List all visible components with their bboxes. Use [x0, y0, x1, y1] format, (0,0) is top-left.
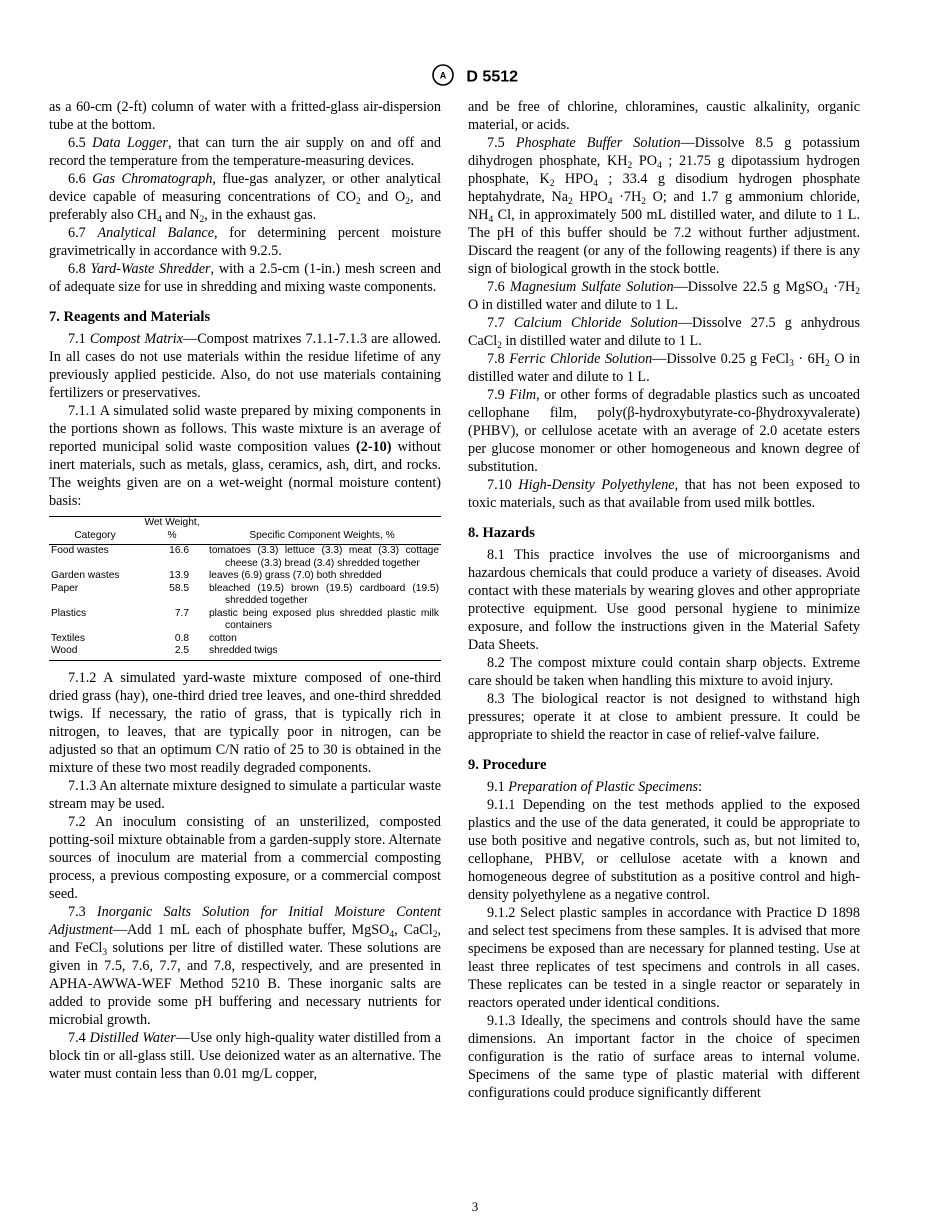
section-7-2: 7.2 An inoculum consisting of an unsterilized, composted potting-soil mixture obtainable from a garden-supply store. Alternate sources of inoculum are material from a commercial composting process, a previous composting exposure, or a commercial compost seed. — [49, 813, 441, 902]
table-cell: 58.5 — [169, 582, 189, 594]
section-9-1: 9.1 Preparation of Plastic Specimens: — [487, 779, 703, 795]
section-9-1-2: 9.1.2 Select plastic samples in accordance with Practice D 1898 and select test specimens from these samples. It is advised that more specimens be exposed than are necessary for planned testing. Use at least three replicates of test specimens and controls in all cases. These replicates can be tested in a single reactor or separately in reactors operated under identical conditions. — [468, 905, 860, 1011]
table-cell: Paper — [51, 582, 79, 594]
column-header: Specific Component Weights, % — [203, 517, 441, 545]
table-cell: leaves (6.9) grass (7.0) both shredded — [209, 570, 382, 581]
section-8-1: 8.1 This practice involves the use of microorganisms and hazardous chemicals that could produce a variety of diseases. Avoid contact with these materials by wearing gloves and other appropriate protective equipment. Use good personal hygiene to minimize exposure, and follow the instructions given in the Material Safety Data Sheets. — [468, 547, 860, 653]
section-6-7: 6.7 Analytical Balance, for determining percent moisture gravimetrically in accordance with 9.2.5. — [49, 225, 442, 259]
section-heading-7: 7. Reagents and Materials — [49, 309, 211, 325]
table-cell: 7.7 — [174, 607, 189, 619]
section-7-6: 7.6 Magnesium Sulfate Solution—Dissolve 22.5 g MgSO$_4$ $\cdot 7H_2$ O in distilled water and dilute to 1 L. — [468, 279, 860, 313]
section-7-5: 7.5 Phosphate Buffer Solution—Dissolve 8.5 g potassium dihydrogen phosphate, $KH_2$ $PO_4$ ; 21.75 g dipotassium hydrogen phosphate, $K_2$ $HPO_4$ ; 33.4 g disodium hydrogen phosphate heptahydrate, $Na_2$ $HPO_4 \cdot 7H_2$ O; and 1.7 g ammonium chloride, $NH_4$ Cl, in approximately 500 mL distilled water, and dilute to 1 L. The pH of this buffer should be 7.2 without further adjustment. Discard the reagent (or any of the following reagents) if there is any sign of biological growth in the stock bottle. — [468, 135, 861, 277]
section-9-1-3: 9.1.3 Ideally, the specimens and controls should have the same dimensions. An important factor in the choice of specimen configuration is the ratio of surface areas to internal volume. Specimens of the same type of plastic material with different configurations could produce significantly different — [468, 1013, 860, 1101]
table-cell: cotton — [209, 632, 237, 644]
table-cell: Plastics — [51, 607, 87, 619]
section-7-1-3: 7.1.3 An alternate mixture designed to simulate a particular waste stream may be used. — [49, 777, 441, 812]
section-7-8: 7.8 Ferric Chloride Solution—Dissolve 0.25 g FeCl$_3$ · $6H_2$ O in distilled water and dilute to 1 L. — [468, 351, 860, 385]
table-row — [49, 608, 441, 633]
section-7-7: 7.7 Calcium Chloride Solution—Dissolve 27.5 g anhydrous CaCl$_2$ in distilled water and dilute to 1 L. — [468, 315, 860, 351]
table-header-row — [49, 517, 441, 545]
paragraph: as a 60-cm (2-ft) column of water with a fritted-glass air-dispersion tube at the bottom. — [49, 99, 441, 133]
table-row — [49, 645, 441, 660]
section-7-1-2: 7.1.2 A simulated yard-waste mixture composed of one-third dried grass (hay), one-third dried tree leaves, and one-third shredded twigs. If necessary, the ratio of grass, that is typically rich in nitrogen, to leaves, that are typically poor in nitrogen, can be adjusted so that an optimum C/N ratio of 25 to 30 is obtained in the mixture of these two most readily degraded components. — [49, 669, 441, 776]
section-7-10: 7.10 High-Density Polyethylene, that has not been exposed to toxic materials, such as that available from used milk bottles. — [468, 477, 861, 511]
section-7-9: 7.9 Film, or other forms of degradable plastics such as uncoated cellophane film, poly(β-hydroxybutyrate-co-βhydroxyvalerate) (PHBV), or cellulose acetate with an average of 2.0 acetate esters per glucose monomer or other homogeneous and known degree of substitution. — [468, 387, 860, 475]
section-7-1: 7.1 Compost Matrix—Compost matrixes 7.1.1-7.1.3 are allowed. In all cases do not use materials within the residue lifetime of any previously applied pesticide. Also, do not use materials containing fertilizers or preservatives. — [49, 331, 441, 401]
table-cell: 0.8 — [174, 632, 189, 644]
table-row — [49, 545, 441, 571]
table-cell: 16.6 — [169, 545, 189, 556]
page-number: 3 — [471, 1199, 479, 1214]
svg-text:A: A — [439, 70, 447, 81]
table-cell: tomatoes (3.3) lettuce (3.3) meat (3.3) cottage cheese (3.3) bread (3.4) shredded together — [209, 545, 439, 569]
section-6-8: 6.8 Yard-Waste Shredder, with a 2.5-cm (1-in.) mesh screen and of adequate size for use in shredding and mixing waste components. — [49, 261, 441, 295]
section-6-5: 6.5 Data Logger, that can turn the air supply on and off and record the temperature from the temperature-measuring devices. — [49, 135, 441, 169]
table-row — [49, 633, 441, 646]
section-7-1-1: 7.1.1 A simulated solid waste prepared by mixing components in the portions shown as follows. This waste mixture is an average of reported municipal solid waste composition values (2-10) without inert materials, such as metals, glass, ceramics, ash, dirt, and rocks. The weights given are on a wet-weight (normal moisture content) basis: — [49, 403, 441, 509]
paragraph: and be free of chlorine, chloramines, caustic alkalinity, organic material, or acids. — [468, 99, 860, 133]
table-cell: shredded twigs — [209, 645, 278, 656]
table-cell: Food wastes — [51, 545, 109, 556]
section-6-6: 6.6 Gas Chromatograph, flue-gas analyzer, or other analytical device capable of measuring concentrations of $CO_2$ and $O_2$, and preferably also $CH_4$ and $N_2$, in the exhaust gas. — [49, 171, 442, 225]
astm-logo-icon — [432, 64, 454, 91]
column-header: Category — [49, 517, 141, 545]
section-7-4: 7.4 Distilled Water—Use only high-quality water distilled from a block tin or all-glass still. Use deionized water as an alternative. The water must contain less than 0.01 mg/L copper, — [49, 1029, 441, 1082]
table-cell: Wood — [49, 645, 141, 660]
table-row — [49, 570, 441, 583]
table-row — [49, 583, 441, 608]
table-cell: bleached (19.5) brown (19.5) cardboard (19.5) shredded together — [209, 582, 439, 606]
column-header: Wet Weight, % — [141, 517, 203, 545]
table-cell: Textiles — [51, 632, 85, 644]
right-column — [468, 98, 860, 1102]
left-column — [49, 98, 441, 1083]
section-7-3: 7.3 Inorganic Salts Solution for Initial Moisture Content Adjustment—Add 1 mL each of phosphate buffer, MgSO$_4$, CaCl$_2$, and FeCl$_3$ solutions per litre of distilled water. These solutions are given in 7.5, 7.6, 7.7, and 7.8, respectively, and are presented in APHA-AWWA-WEF Method 5210 B. These inorganic salts are added to provide some pH buffering and necessary nutrients for microbial growth. — [49, 903, 441, 1028]
table-cell: plastic being exposed plus shredded plastic milk containers — [209, 607, 439, 631]
table-cell: Garden wastes — [51, 570, 120, 581]
table-cell: 13.9 — [169, 570, 189, 581]
section-heading-8: 8. Hazards — [468, 525, 535, 541]
section-8-3: 8.3 The biological reactor is not designed to withstand high pressures; operate it at close to ambient pressure. It could be appropriate to shield the reactor in case of relief-valve failure. — [468, 691, 860, 743]
document-code: D 5512 — [466, 68, 519, 86]
section-heading-9: 9. Procedure — [468, 757, 547, 773]
section-9-1-1: 9.1.1 Depending on the test methods applied to the exposed plastics and the use of the data generated, it could be appropriate to use both positive and negative controls, such as, but not limited to, cellophane, PHBV, or cellulose acetate with a known and homogeneous degree of substitution as a positive control and high-density polyethylene as a negative control. — [468, 797, 860, 903]
page-header — [0, 64, 950, 91]
table-cell: 2.5 — [141, 645, 203, 660]
waste-composition-table — [49, 516, 441, 661]
section-8-2: 8.2 The compost mixture could contain sharp objects. Extreme care should be taken when handling this mixture to avoid injury. — [468, 655, 860, 689]
